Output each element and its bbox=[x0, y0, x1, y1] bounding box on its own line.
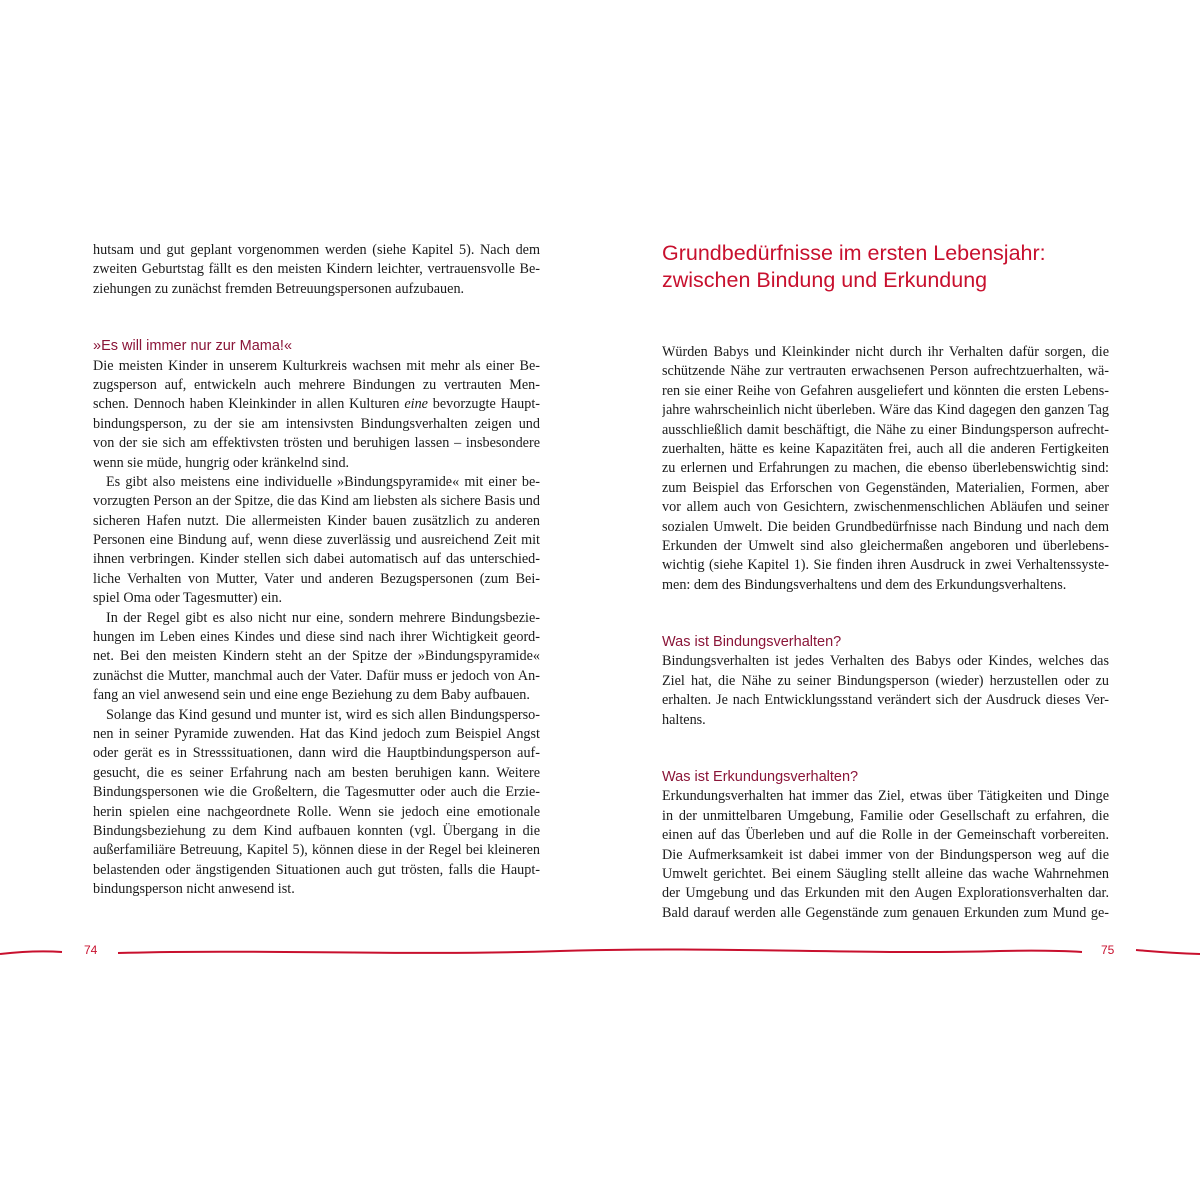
page-number-left: 74 bbox=[84, 943, 98, 957]
text-line: zweiten Geburtstag fällt es den meisten Kindern leichter, vertrauensvolle Be- bbox=[93, 261, 540, 278]
text-line: gesucht, die es seiner Erfahrung nach am besten beruhigen kann. Weitere bbox=[93, 764, 540, 781]
text-line: liche Verhalten von Mutter, Vater und anderen Bezugspersonen (zum Bei- bbox=[93, 570, 540, 587]
text-line: der Umgebung und das Erkunden mit den Augen Explorationsverhalten dar. bbox=[662, 885, 1109, 902]
emphasized-word: eine bbox=[404, 396, 428, 413]
section-erkundungsverhalten-text bbox=[662, 787, 1109, 923]
text-line: zu erlernen und Erfahrungen zu machen, die ebenso überlebenswichtig sind: bbox=[662, 460, 1109, 477]
section-subheading-bindungsverhalten: Was ist Bindungsverhalten? bbox=[662, 634, 842, 651]
text-line: oder gerät es in Stresssituationen, dann wird die Hauptbindungsperson auf- bbox=[93, 745, 540, 762]
paragraph-2 bbox=[93, 473, 540, 609]
paragraph-1 bbox=[93, 357, 540, 473]
text-line: Personen eine Bindung auf, wenn diese zuverlässig und ausreichend Zeit mit bbox=[93, 532, 540, 549]
text-line: sozialen Umwelt. Die beiden Grundbedürfnisse nach Bindung und nach dem bbox=[662, 518, 1109, 535]
chapter-intro-paragraph bbox=[662, 343, 1109, 595]
paragraph-3 bbox=[93, 609, 540, 706]
footer-rule-right-segment bbox=[1136, 950, 1200, 954]
text-line: Bindungspersonen wie die Großeltern, die Tagesmutter oder auch die Erzie- bbox=[93, 784, 540, 801]
text-line: ihnen verbringen. Kinder stellen sich dabei automatisch auf das unterschied- bbox=[93, 551, 540, 568]
right-page bbox=[600, 0, 1200, 1200]
text-line: Erkunden der Umwelt sind also gleichermaßen angeboren und überlebens- bbox=[662, 537, 1109, 554]
text-fragment: bevorzugte Haupt- bbox=[427, 396, 540, 413]
text-line: nen in seiner Pyramide zuwenden. Hat das Kind jedoch zum Beispiel Angst bbox=[93, 725, 540, 742]
text-line: Bindungsverhalten ist jedes Verhalten des Babys oder Kindes, welches das bbox=[662, 653, 1109, 670]
text-line: Solange das Kind gesund und munter ist, wird es sich allen Bindungsperso- bbox=[106, 706, 540, 723]
right-text-column bbox=[662, 240, 1109, 923]
section-bindungsverhalten-text bbox=[662, 652, 1109, 730]
text-line: wichtig (siehe Kapitel 1). Sie finden ihren Ausdruck in zwei Verhaltenssyste- bbox=[662, 557, 1109, 574]
text-fragment: schen. Dennoch haben Kleinkinder in allen Kulturen bbox=[93, 396, 405, 413]
text-line: wenn sie müde, hungrig oder kränkelnd sind. bbox=[93, 454, 350, 471]
text-line: einen auf das Überleben und auf die Rolle in der Gemeinschaft vorbereiten. bbox=[662, 827, 1109, 844]
text-line: haltens. bbox=[662, 711, 706, 728]
text-line: In der Regel gibt es also nicht nur eine, sondern mehrere Bindungsbezie- bbox=[106, 609, 540, 626]
text-line: fang an viel anwesend sein und eine enge Beziehung zu dem Baby aufbauen. bbox=[93, 687, 530, 704]
text-line: bindungsperson, zu der sie am intensivsten Bindungsverhalten zeigen und bbox=[93, 415, 540, 432]
text-line: Bald darauf werden alle Gegenstände zum genauen Erkunden zum Mund ge- bbox=[662, 904, 1109, 921]
page-number-right: 75 bbox=[1101, 943, 1115, 957]
text-line: schützende Nähe zur vertrauten erwachsenen Person aufrechtzuerhalten, wä- bbox=[662, 363, 1109, 380]
text-line: zugsperson auf, entwickeln auch mehrere Bindungen zu vertrauten Men- bbox=[93, 376, 540, 393]
paragraph-4 bbox=[93, 706, 540, 900]
text-line: Bindungsbeziehung zu dem Kind aufbauen konnten (vgl. Übergang in die bbox=[93, 822, 540, 839]
section-subheading-erkundungsverhalten: Was ist Erkundungsverhalten? bbox=[662, 769, 859, 786]
text-line: spiel Oma oder Tagesmutter) ein. bbox=[93, 590, 283, 607]
text-line: zum Beispiel das Erforschen von Gegenständen, Materialien, Formen, aber bbox=[662, 479, 1109, 496]
footer-rule-main-segment bbox=[118, 949, 1082, 953]
text-line: belastenden oder ängstigenden Situationen auch gut trösten, falls die Haupt- bbox=[93, 861, 540, 878]
text-line: herin spielen eine nachgeordnete Rolle. Wenn sie jedoch eine emotionale bbox=[93, 803, 540, 820]
text-line: hungen im Leben eines Kindes und diese sind nach ihrer Wichtigkeit geord- bbox=[93, 629, 540, 646]
text-line: net. Bei den meisten Kindern steht an der Spitze der »Bindungspyramide« bbox=[93, 648, 540, 665]
text-line: Erkundungsverhalten hat immer das Ziel, etwas über Tätigkeiten und Dinge bbox=[662, 788, 1109, 805]
text-line: Umwelt gerichtet. Bei einem Säugling stellt alleine das wache Wahrnehmen bbox=[662, 865, 1109, 882]
section-subheading: »Es will immer nur zur Mama!« bbox=[93, 338, 293, 355]
chapter-heading-line: zwischen Bindung und Erkundung bbox=[662, 268, 988, 292]
text-line: Es gibt also meistens eine individuelle »Bindungspyramide« mit einer be- bbox=[106, 473, 540, 490]
text-line: zunächst die Mutter, manchmal auch der Vater. Dafür muss er jedoch von An- bbox=[93, 667, 540, 684]
text-line: men: dem des Bindungsverhaltens und dem des Erkundungsverhaltens. bbox=[662, 576, 1067, 593]
chapter-heading bbox=[662, 240, 1109, 294]
text-line: jahre wahrscheinlich nicht überleben. Wäre das Kind dagegen den ganzen Tag bbox=[662, 402, 1109, 419]
text-line: Die meisten Kinder in unserem Kulturkreis wachsen mit mehr als einer Be- bbox=[93, 357, 540, 374]
text-line: vor allem auch von Gesichtern, zwischenmenschlichen Abläufen und seiner bbox=[662, 499, 1109, 516]
text-line: zuerhalten, hätte es keine Kapazitäten frei, auch all die anderen Fertigkeiten bbox=[662, 440, 1109, 457]
intro-paragraph bbox=[93, 241, 540, 299]
text-line: Ziel hat, die Nähe zu seiner Bindungsperson (wieder) herzustellen oder zu bbox=[662, 672, 1109, 689]
text-line: in der unmittelbaren Umgebung, Familie oder Gesellschaft zu erfahren, die bbox=[662, 807, 1109, 824]
text-line: Die Aufmerksamkeit ist dabei immer von der Bindungsperson weg auf die bbox=[662, 846, 1109, 863]
text-line bbox=[93, 395, 540, 414]
footer-rule-left-segment bbox=[0, 951, 62, 954]
text-line: ausschließlich damit beschäftigt, die Nähe zu einer Bindungsperson aufrecht- bbox=[662, 421, 1109, 438]
text-line: erhalten. Je nach Entwicklungsstand verändert sich der Ausdruck dieses Ver- bbox=[662, 692, 1109, 709]
left-text-column bbox=[93, 241, 540, 900]
text-line: außerfamiliäre Betreuung, Kapitel 5), können diese in der Regel bei kleineren bbox=[93, 842, 540, 859]
text-line: vorzugten Person an der Spitze, die das Kind am liebsten als sichere Basis und bbox=[93, 493, 540, 510]
text-line: ziehungen zu zunächst fremden Betreuungspersonen aufzubauen. bbox=[93, 280, 465, 297]
chapter-heading-line: Grundbedürfnisse im ersten Lebensjahr: bbox=[662, 241, 1046, 265]
text-line: bindungsperson nicht anwesend ist. bbox=[93, 881, 295, 898]
text-line: hutsam und gut geplant vorgenommen werden (siehe Kapitel 5). Nach dem bbox=[93, 242, 540, 258]
text-line: ren sie einer Reihe von Gefahren ausgeliefert und könnten die ersten Lebens- bbox=[662, 382, 1109, 399]
footer-wavy-rule bbox=[0, 936, 1200, 966]
text-line: Würden Babys und Kleinkinder nicht durch ihr Verhalten dafür sorgen, die bbox=[662, 344, 1109, 360]
text-line: sicheren Hafen nutzt. Die allermeisten Kinder bauen zusätzlich zu anderen bbox=[93, 512, 540, 529]
text-line: von der sie sich am effektivsten trösten und beruhigen lassen – insbesondere bbox=[93, 435, 540, 452]
